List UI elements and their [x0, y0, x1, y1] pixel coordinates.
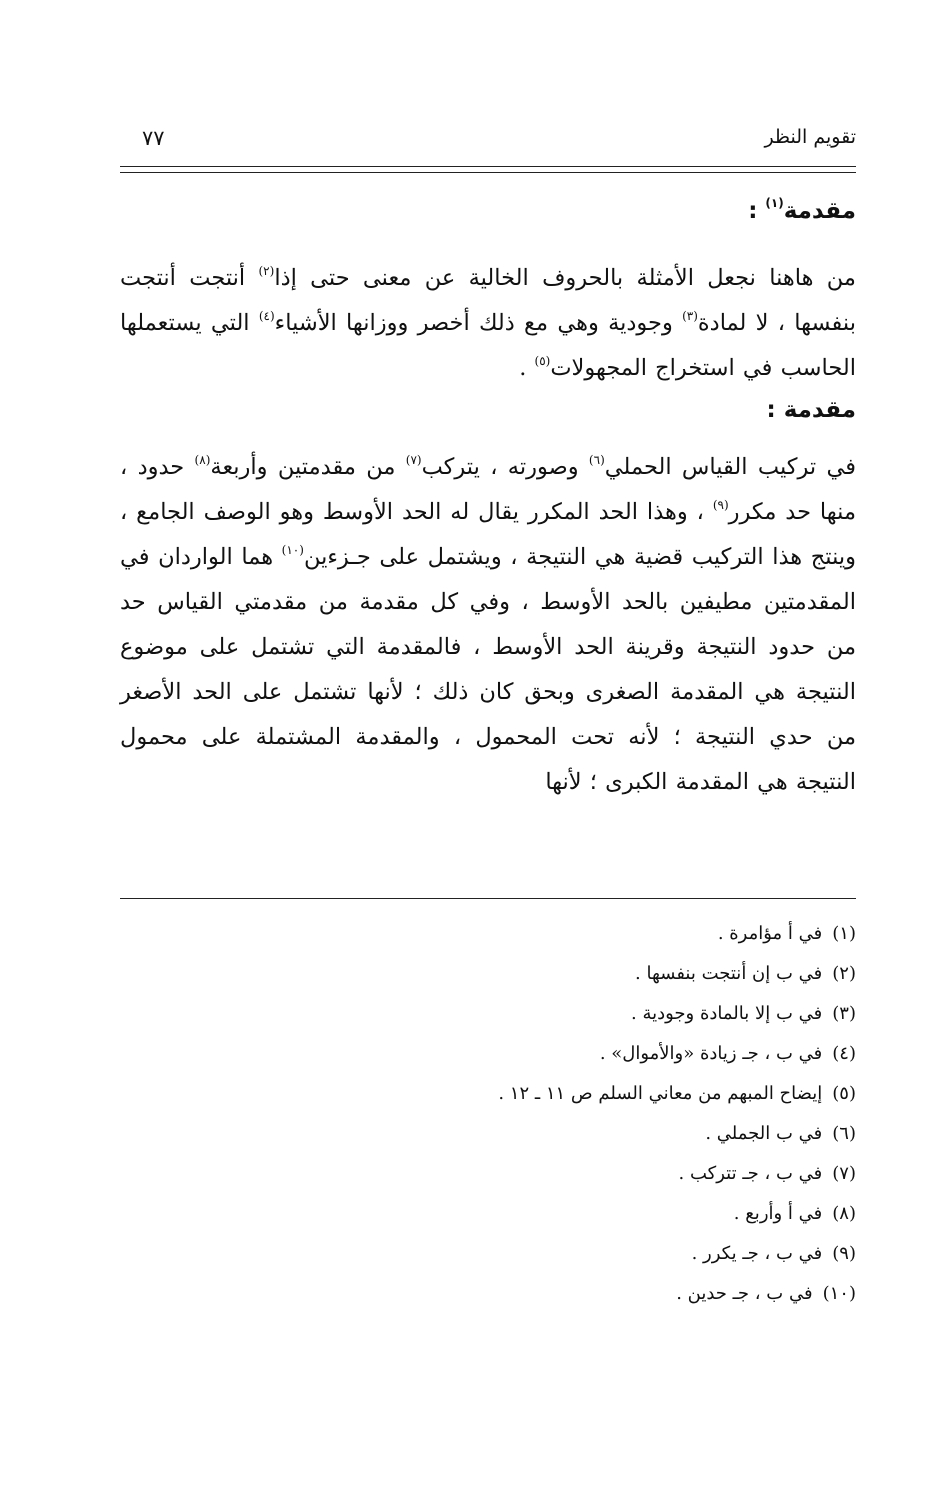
- footnote-10: [120, 1274, 856, 1314]
- footnote-5: [120, 1074, 856, 1114]
- footnote-separator: [120, 898, 856, 899]
- text-run: ، وهذا الحد المكرر يقال له الحد الأوسط وهو الوصف الجامع ، وينتج هذا التركيب قضية هي النتيجة ، ويشتمل على جـزءين: [120, 499, 856, 570]
- footnote-text: في ب الجملي .: [705, 1123, 823, 1144]
- footnote-6: [120, 1114, 856, 1154]
- note-ref-5: (٥): [534, 353, 551, 368]
- page-number: ٧٧: [142, 126, 165, 150]
- footnote-text: في أ وأربع .: [733, 1203, 823, 1224]
- footnote-3: [120, 994, 856, 1034]
- footnote-7: [120, 1154, 856, 1194]
- section-heading-2: مقدمة :: [766, 397, 856, 423]
- footnote-2: [120, 954, 856, 994]
- note-ref-9: (٩): [712, 497, 729, 512]
- footnote-text: في ب ، جـ زيادة «والأموال» .: [599, 1043, 823, 1064]
- footnote-number: (١): [832, 923, 856, 944]
- note-ref-2: (٢): [258, 263, 275, 278]
- footnote-text: في ب إلا بالمادة وجودية .: [631, 1003, 823, 1024]
- section-heading-1: [120, 196, 856, 226]
- heading-text: مقدمة: [783, 198, 856, 224]
- running-title: تقويم النظر: [764, 126, 856, 148]
- footnote-text: في أ مؤامرة .: [717, 923, 823, 944]
- footnote-number: (٥): [832, 1083, 856, 1104]
- footnote-text: إيضاح المبهم من معاني السلم ص ١١ ـ ١٢ .: [498, 1083, 823, 1104]
- header-rule: [120, 166, 856, 173]
- text-run: .: [519, 355, 535, 381]
- text-run: أنتجت أنتجت بنفسها ، لا لمادة: [120, 265, 856, 336]
- note-ref-4: (٤): [258, 308, 275, 323]
- main-text: [120, 190, 856, 805]
- note-ref-3: (٣): [682, 308, 698, 323]
- note-ref-8: (٨): [194, 452, 211, 467]
- footnote-8: [120, 1194, 856, 1234]
- footnote-number: (١٠): [822, 1283, 856, 1304]
- footnote-1: [120, 914, 856, 954]
- footnotes-list: [120, 914, 856, 1314]
- footnote-number: (٦): [832, 1123, 856, 1144]
- note-ref-7: (٧): [405, 452, 422, 467]
- text-run: وصورته ، يتركب: [421, 454, 589, 480]
- footnote-number: (٢): [832, 963, 856, 984]
- text-run: في تركيب القياس الحملي: [604, 454, 856, 480]
- footnote-number: (٨): [832, 1203, 856, 1224]
- text-run: من هاهنا نجعل الأمثلة بالحروف الخالية عن معنى حتى إذا: [274, 265, 856, 291]
- text-run: من مقدمتين وأربعة: [210, 454, 406, 480]
- footnote-text: في ب إن أنتجت بنفسها .: [635, 963, 823, 984]
- book-page: [120, 0, 856, 1493]
- text-run: حدود ، منها حد مكرر: [120, 454, 856, 525]
- footnote-number: (٣): [832, 1003, 856, 1024]
- paragraph-1: [120, 256, 856, 391]
- running-header: [120, 126, 856, 158]
- text-run: التي يستعملها الحاسب في استخراج المجهولات: [120, 310, 856, 381]
- footnote-9: [120, 1234, 856, 1274]
- note-ref-1: (١): [765, 196, 784, 211]
- note-ref-10: (١٠): [281, 542, 304, 557]
- note-ref-6: (٦): [588, 452, 605, 467]
- footnote-text: في ب ، جـ تتركب .: [678, 1163, 823, 1184]
- footnote-text: في ب ، جـ حدين .: [676, 1283, 813, 1304]
- footnote-number: (٧): [832, 1163, 856, 1184]
- paragraph-2: [120, 445, 856, 805]
- footnote-number: (٩): [832, 1243, 856, 1264]
- footnote-number: (٤): [832, 1043, 856, 1064]
- footnote-4: [120, 1034, 856, 1074]
- footnote-text: في ب ، جـ يكرر .: [691, 1243, 823, 1264]
- heading-colon: :: [748, 198, 766, 224]
- text-run: وجودية وهي مع ذلك أخصر ووزانها الأشياء: [274, 310, 683, 336]
- text-run: هما الواردان في المقدمتين مطيفين بالحد الأوسط ، وفي كل مقدمة من مقدمتي القياس حد من حدود النتيجة وقرينة الحد الأوسط ، فالمقدمة التي تشتمل على موضوع النتيجة هي المقدمة الصغرى وبحق كان ذلك ؛ لأنها تشتمل على الحد الأصغر من حدي النتيجة ؛ لأنه تحت المحمول ، والمقدمة المشتملة على محمول النتيجة هي المقدمة الكبرى ؛ لأنها: [120, 544, 856, 795]
